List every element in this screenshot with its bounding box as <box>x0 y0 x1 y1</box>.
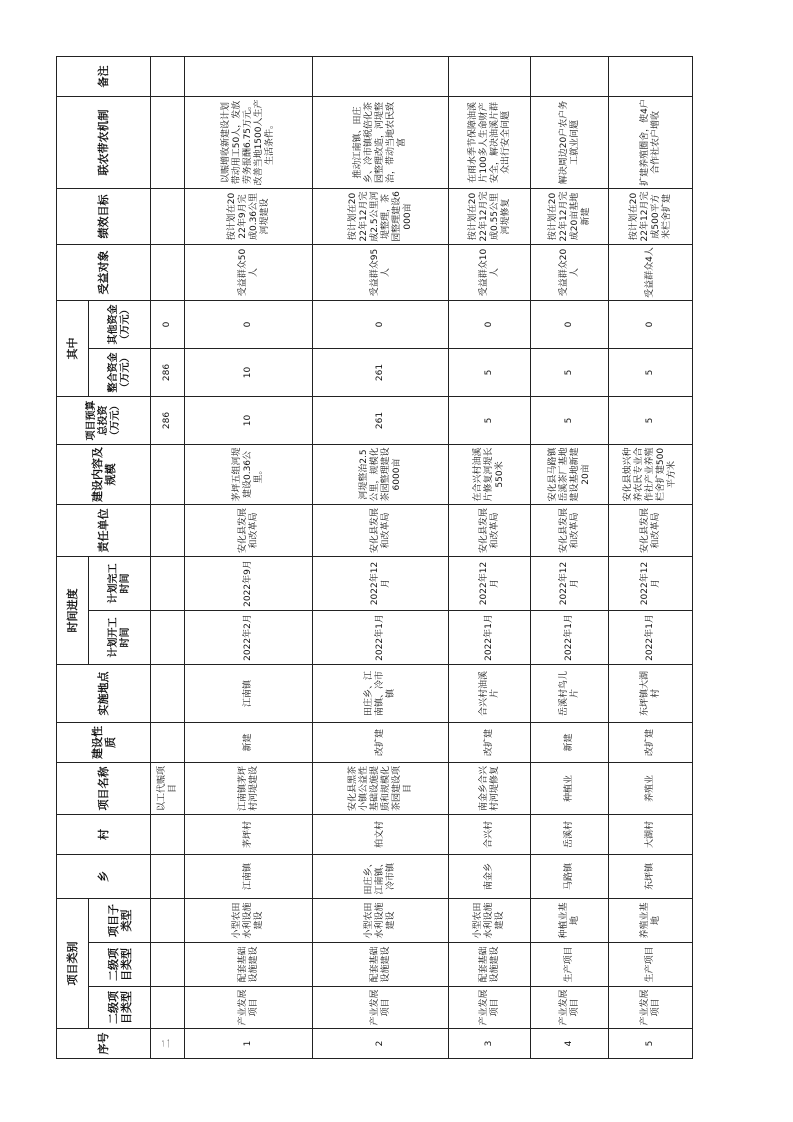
cell-content: 安化县马路镇岳溪茶厂基地建设基地新建20亩 <box>531 444 609 504</box>
cell-subtype: 小型农田水利设施建设 <box>313 898 449 942</box>
cell-mechanism: 解决周边20户农户务工就业问题 <box>531 96 609 188</box>
cell-mechanism: 在雨水季节保障油溪片100多人生命财产安全，解决油溪片群众出行安全问题 <box>449 96 531 188</box>
cell-integrated: 261 <box>313 348 449 396</box>
cell-location: 田庄乡、江南镇、冷市镇 <box>313 664 449 722</box>
project-table <box>56 56 693 1059</box>
cell-mechanism: 推动江南镇、田庄乡、冷市镇税倍化茶园整理改造，河堤整治，带动当地农民致富 <box>313 96 449 188</box>
cell-location: 岳溪村鸟儿片 <box>531 664 609 722</box>
summary-seq: 二 <box>151 1029 185 1059</box>
cell-seq: 2 <box>313 1029 449 1059</box>
cell-beneficiary: 受益群众4人 <box>609 244 693 300</box>
header-seq: 序号 <box>57 1029 151 1059</box>
cell-budget: 5 <box>531 396 609 444</box>
cell-unit: 安化县发展和改革局 <box>185 504 313 556</box>
header-unit: 责任单位 <box>57 504 151 556</box>
cell-name: 养殖业 <box>609 762 693 814</box>
cell-level2: 配套基础设施建设 <box>449 943 531 987</box>
cell-unit: 安化县发展和改革局 <box>313 504 449 556</box>
cell-other: 0 <box>185 300 313 348</box>
cell-level1: 产业发展项目 <box>609 987 693 1029</box>
cell-target: 按计划在2022年12月完成0.55公里河堤修复 <box>449 188 531 244</box>
header-end: 计划完工时间 <box>89 556 151 610</box>
header-start: 计划开工时间 <box>89 610 151 664</box>
cell-integrated: 5 <box>531 348 609 396</box>
cell-integrated: 10 <box>185 348 313 396</box>
cell-beneficiary: 受益群众50人 <box>185 244 313 300</box>
cell-other: 0 <box>313 300 449 348</box>
cell-remark <box>449 56 531 96</box>
cell-level2: 生产项目 <box>531 943 609 987</box>
summary-other: 0 <box>151 300 185 348</box>
cell-location: 东坪镇大湖村 <box>609 664 693 722</box>
cell-nature: 新建 <box>531 722 609 762</box>
cell-other: 0 <box>449 300 531 348</box>
cell-village: 合兴村 <box>449 814 531 854</box>
header-other: 其他资金（万元） <box>89 300 151 348</box>
summary-row <box>151 56 185 1058</box>
summary-integrated: 286 <box>151 348 185 396</box>
header-village: 村 <box>57 814 151 854</box>
cell-budget: 10 <box>185 396 313 444</box>
cell-start: 2022年2月 <box>185 610 313 664</box>
cell-content: 安化县烛兴种养农民专业合作社产业养殖栏舍扩建500平方米 <box>609 444 693 504</box>
header-integrated: 整合资金（万元） <box>89 348 151 396</box>
table-row <box>449 56 531 1058</box>
cell-township: 马路镇 <box>531 854 609 898</box>
cell-village: 大湖村 <box>609 814 693 854</box>
cell-level1: 产业发展项目 <box>313 987 449 1029</box>
cell-target: 按计划在2022年12月完成20亩基地新建 <box>531 188 609 244</box>
cell-remark <box>313 56 449 96</box>
table-row <box>313 56 449 1058</box>
cell-budget: 5 <box>449 396 531 444</box>
cell-level1: 产业发展项目 <box>185 987 313 1029</box>
cell-name: 种植业 <box>531 762 609 814</box>
cell-unit: 安化县发展和改革局 <box>531 504 609 556</box>
cell-location: 合兴村油溪片 <box>449 664 531 722</box>
cell-nature: 改扩建 <box>313 722 449 762</box>
cell-beneficiary: 受益群众95人 <box>313 244 449 300</box>
cell-other: 0 <box>609 300 693 348</box>
cell-start: 2022年1月 <box>531 610 609 664</box>
cell-mechanism: 以赈增收新建设计划带动用工50人，发放劳务报酬6.75万元。改善当地1500人生产生活条件。 <box>185 96 313 188</box>
cell-end: 2022年9月 <box>185 556 313 610</box>
cell-township: 南金乡 <box>449 854 531 898</box>
cell-mechanism: 扩建养殖圈舍，使4户合作社农户增收 <box>609 96 693 188</box>
cell-content: 茅坪五组河堤建设0.36公里。 <box>185 444 313 504</box>
cell-target: 按计划在2022年12月完成500平方米栏舍扩建 <box>609 188 693 244</box>
cell-seq: 5 <box>609 1029 693 1059</box>
cell-content: 在合兴村油溪片修复河堤长550米 <box>449 444 531 504</box>
cell-remark <box>531 56 609 96</box>
header-level1-repeat: 二级项目类型 <box>89 943 151 987</box>
cell-seq: 4 <box>531 1029 609 1059</box>
cell-subtype: 小型农田水利设施建设 <box>449 898 531 942</box>
cell-level2: 配套基础设施建设 <box>313 943 449 987</box>
cell-township: 东坪镇 <box>609 854 693 898</box>
header-level1: 二级项目类型 <box>89 987 151 1029</box>
header-mechanism: 联农带农机制 <box>57 96 151 188</box>
cell-village: 岳溪村 <box>531 814 609 854</box>
cell-seq: 1 <box>185 1029 313 1059</box>
header-beneficiary: 受益对象 <box>57 244 151 300</box>
cell-name: 江南镇茅坪村河堤建设 <box>185 762 313 814</box>
cell-end: 2022年12月 <box>609 556 693 610</box>
cell-nature: 改扩建 <box>609 722 693 762</box>
cell-target: 按计划在2022年9月完成0.36公里河堤建设 <box>185 188 313 244</box>
cell-subtype: 养殖业基地 <box>609 898 693 942</box>
header-remark: 备注 <box>57 56 151 96</box>
table-row <box>609 56 693 1058</box>
cell-content: 河堤整治2.5公里，规模化茶园整理建设6000亩 <box>313 444 449 504</box>
cell-remark <box>609 56 693 96</box>
cell-seq: 3 <box>449 1029 531 1059</box>
cell-start: 2022年1月 <box>449 610 531 664</box>
cell-unit: 安化县发展和改革局 <box>449 504 531 556</box>
cell-end: 2022年12月 <box>531 556 609 610</box>
header-name: 项目名称 <box>57 762 151 814</box>
rotated-table-page <box>56 57 691 1059</box>
cell-name: 南金乡合兴村河堤修复 <box>449 762 531 814</box>
table-row <box>185 56 313 1058</box>
header-budget: 项目预算总投资（万元） <box>57 396 151 444</box>
cell-target: 按计划在2022年12月完成2.5公里河堤整理，茶园整理建设6000亩 <box>313 188 449 244</box>
cell-level2: 配套基础设施建设 <box>185 943 313 987</box>
cell-nature: 改扩建 <box>449 722 531 762</box>
cell-nature: 新建 <box>185 722 313 762</box>
header-location: 实施地点 <box>57 664 151 722</box>
header-among: 其中 <box>57 300 89 396</box>
cell-subtype: 种植业基地 <box>531 898 609 942</box>
cell-other: 0 <box>531 300 609 348</box>
cell-start: 2022年1月 <box>609 610 693 664</box>
header-subtype: 项目子类型 <box>89 898 151 942</box>
cell-end: 2022年12月 <box>449 556 531 610</box>
cell-end: 2022年12月 <box>313 556 449 610</box>
cell-location: 江南镇 <box>185 664 313 722</box>
cell-township: 田庄乡、江南镇、冷市镇 <box>313 854 449 898</box>
cell-beneficiary: 受益群众10人 <box>449 244 531 300</box>
summary-budget: 286 <box>151 396 185 444</box>
header-nature: 建设性质 <box>57 722 151 762</box>
header-content: 建设内容及规模 <box>57 444 151 504</box>
cell-budget: 261 <box>313 396 449 444</box>
cell-level2: 生产项目 <box>609 943 693 987</box>
header-target: 绩效目标 <box>57 188 151 244</box>
cell-unit: 安化县发展和改革局 <box>609 504 693 556</box>
summary-name: 以工代赈项目 <box>151 762 185 814</box>
cell-integrated: 5 <box>449 348 531 396</box>
cell-name: 安化县黑茶小镇公益性基础设施提质和规模化茶园建设项目 <box>313 762 449 814</box>
cell-beneficiary: 受益群众20人 <box>531 244 609 300</box>
cell-integrated: 5 <box>609 348 693 396</box>
cell-level1: 产业发展项目 <box>449 987 531 1029</box>
cell-subtype: 小型农田水利设施建设 <box>185 898 313 942</box>
cell-village: 茅坪村 <box>185 814 313 854</box>
cell-start: 2022年1月 <box>313 610 449 664</box>
cell-township: 江南镇 <box>185 854 313 898</box>
cell-budget: 5 <box>609 396 693 444</box>
table-row <box>531 56 609 1058</box>
cell-village: 柏文村 <box>313 814 449 854</box>
cell-remark <box>185 56 313 96</box>
cell-level1: 产业发展项目 <box>531 987 609 1029</box>
header-schedule: 时间进度 <box>57 556 89 664</box>
header-category: 项目类别 <box>57 898 89 1028</box>
header-township: 乡 <box>57 854 151 898</box>
